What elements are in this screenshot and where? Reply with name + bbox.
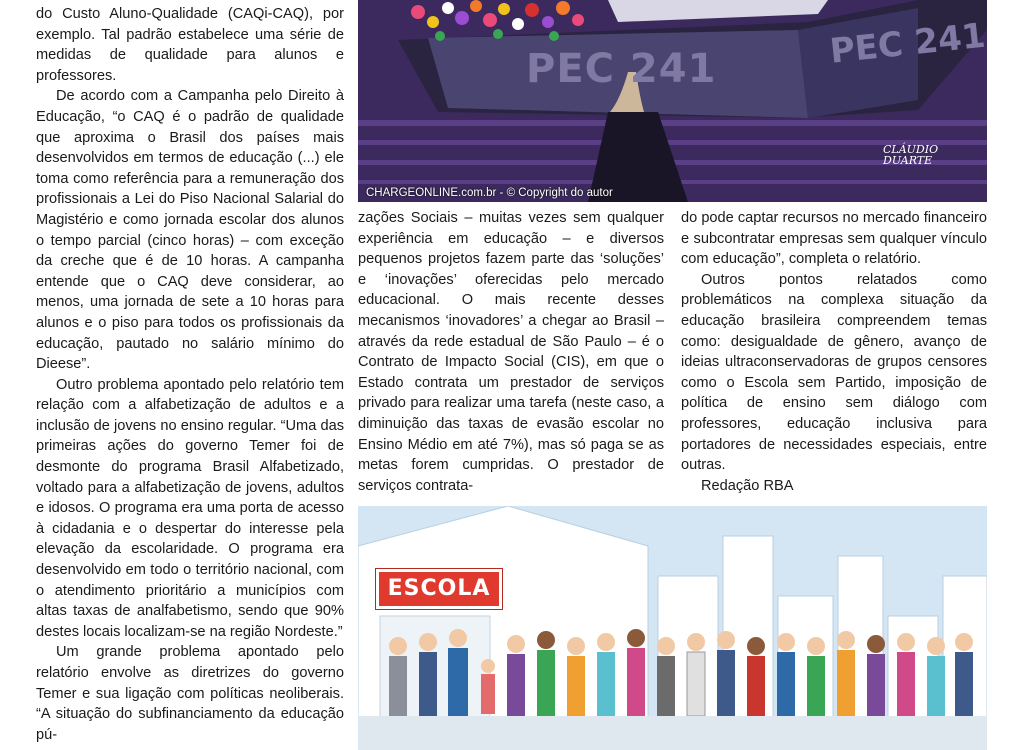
paragraph: do Custo Aluno-Qualidade (CAQi-CAQ), por exemplo. Tal padrão estabelece uma série de medidas de qualidade para alunos e professores. [36,6,344,84]
paragraph: zações Sociais – muitas vezes sem qualquer experiência em educação – e diversos pequenos projetos fazem parte das ‘soluções’ e ‘inovações’ oferecidas pelo mercado educacional. O mais recente desses mecanismos ‘inovadores’ a chegar ao Brasil – através da rede estadual de São Paulo – é o Contrato de Impacto Social (CIS), em que o Estado contrata um prestador de serviços privado para realizar uma tarefa (neste caso, a diminuição das taxas de evasão escolar no Ensino Médio em até 7%), mas só paga se as metas forem cumpridas. O prestador de serviços contrata- [358,210,664,494]
school-queue-illustration [358,506,987,750]
paragraph: De acordo com a Campanha pelo Direito à Educação, “o CAQ é o padrão de qualidade que aproxima o Brasil dos países mais desenvolvidos em termos de educação (...) ele toma como referência para a remuneração dos profissionais a Lei do Piso Nacional Salarial do Magistério e como jornada escolar dos alunos o tempo parcial (cinco horas) – com exceção da creche que é de 10 horas. A campanha entende que o CAQ deve considerar, ao menos, uma jornada de sete a 10 horas para alunos e o piso para todos os profissionais da educação, pautado no salário mínimo do Dieese”. [36,88,344,373]
article-signature: Redação RBA [701,477,794,494]
paragraph: Um grande problema apontado pelo relatório envolve as diretrizes do governo Temer e sua ligação com políticas neoliberais. “A situação do subfinanciamento da educação pú- [36,644,344,743]
paragraph: do pode captar recursos no mercado financeiro e subcontratar empresas sem qualquer vínculo com educação”, completa o relatório. [681,210,987,268]
article-column-2 [358,208,664,496]
coffin-side-label: PEC 241 [828,15,987,72]
school-sign: ESCOLA [376,569,502,609]
cartoon-escola-queue [358,506,987,750]
article-column-1 [36,4,344,745]
cartoon-pec-241 [358,0,987,202]
image-credit: CHARGEONLINE.com.br - © Copyright do autor [366,187,613,199]
paragraph: Outros pontos relatados como problemáticos na complexa situação da educação brasileira compreendem temas como: desigualdade de gênero, avanço de ideias ultraconservadoras de grupos censores como o Escola sem Partido, imposição de política de ensino sem diálogo com professores, educação inclusiva para portadores de necessidades especiais, entre outras. [681,271,987,474]
artist-signature: CLÁUDIO DUARTE [883,143,939,167]
article-column-3 [681,208,987,496]
paragraph: Outro problema apontado pelo relatório tem relação com a alfabetização de adultos e a inclusão de jovens no ensino regular. “Uma das primeiras ações do governo Temer foi de desmonte do programa Brasil Alfabetizado, voltado para a alfabetização de jovens, adultos e idosos. O programa era uma porta de acesso à cidadania e o despertar do interesse pela elevação da escolaridade. O programa era desenvolvido em todo o território nacional, com o atendimento prioritário a municípios com altas taxas de analfabetismo, sendo que 90% destes locais localizam-se na região Nordeste.” [36,376,344,640]
coffin-front-label: PEC 241 [526,46,717,92]
